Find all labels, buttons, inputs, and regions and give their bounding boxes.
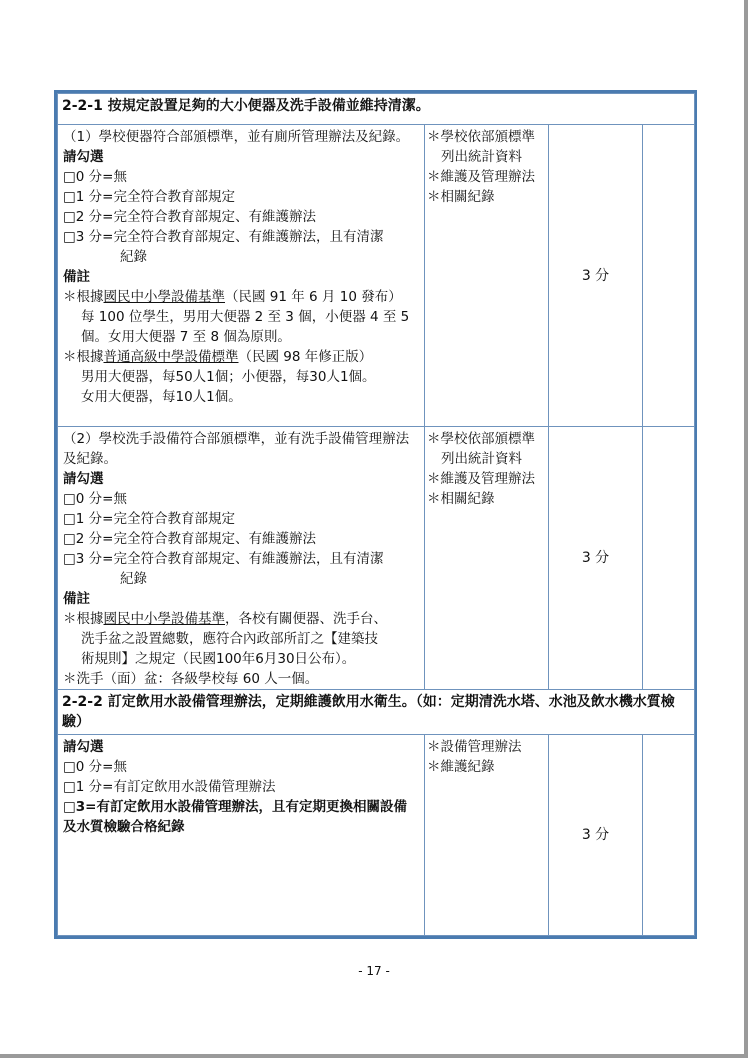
standard-link: 國民中小學設備基準 <box>103 611 225 627</box>
evidence-item: ＊相關紀錄 <box>427 189 495 205</box>
standard-link: 國民中小學設備基準 <box>103 289 225 305</box>
option-2[interactable]: □2 分=完全符合教育部規定、有維護辦法 <box>63 209 316 225</box>
evidence-cell-handwash <box>425 427 549 690</box>
option-3[interactable]: □3 分=完全符合教育部規定、有維護辦法，且有清潔 <box>63 229 384 245</box>
note-1-cont-2: 個。女用大便器 7 至 8 個為原則。 <box>81 329 291 345</box>
note-2-cont-1: 男用大便器，每50人1個；小便器，每30人1個。 <box>81 369 376 385</box>
option-3-cont: 紀錄 <box>120 571 147 587</box>
option-1[interactable]: □1 分=完全符合教育部規定 <box>63 511 235 527</box>
option-0[interactable]: □0 分=無 <box>63 491 127 507</box>
criteria-intro: （1）學校便器符合部頒標準，並有廁所管理辦法及紀錄。 <box>63 129 410 145</box>
note-2: ＊洗手（面）盆：各級學校每 60 人一個。 <box>63 671 319 687</box>
empty-cell[interactable] <box>643 735 695 936</box>
standard-link: 普通高級中學設備標準 <box>103 349 239 365</box>
criteria-cell-water <box>58 735 425 936</box>
evidence-cell-toilets <box>425 125 549 427</box>
score-cell: 3 分 <box>549 125 643 427</box>
empty-cell[interactable] <box>643 427 695 690</box>
option-1[interactable]: □1 分=完全符合教育部規定 <box>63 189 235 205</box>
note-label: 備註 <box>63 591 90 607</box>
option-1[interactable]: □1 分=有訂定飲用水設備管理辦法 <box>63 779 276 795</box>
note-label: 備註 <box>63 269 90 285</box>
option-0[interactable]: □0 分=無 <box>63 759 127 775</box>
section-heading-2-2-2: 2-2-2 訂定飲用水設備管理辦法，定期維護飲用水衛生。（如：定期清洗水塔、水池及飲水機水質檢驗） <box>58 690 695 735</box>
note-1: ＊根據國民中小學設備基準（民國 91 年 6 月 10 發布） <box>63 289 402 305</box>
note-1-cont-1: 洗手盆之設置總數，應符合內政部所訂之【建築技 <box>81 631 378 647</box>
evaluation-table <box>54 90 697 939</box>
criteria-cell-toilets <box>58 125 425 427</box>
evidence-item: ＊設備管理辦法 <box>427 739 522 755</box>
evidence-cell-water <box>425 735 549 936</box>
evidence-item: ＊維護及管理辦法 <box>427 471 535 487</box>
empty-cell[interactable] <box>643 125 695 427</box>
note-1-cont-1: 每 100 位學生，男用大便器 2 至 3 個，小便器 4 至 5 <box>81 309 410 325</box>
check-label: 請勾選 <box>63 471 104 487</box>
criteria-cell-handwash <box>58 427 425 690</box>
evidence-item: ＊相關紀錄 <box>427 491 495 507</box>
criteria-intro: （2）學校洗手設備符合部頒標準，並有洗手設備管理辦法及紀錄。 <box>63 431 410 467</box>
score-cell: 3 分 <box>549 427 643 690</box>
section-heading-2-2-1: 2-2-1 按規定設置足夠的大小便器及洗手設備並維持清潔。 <box>58 94 695 125</box>
evidence-item: ＊學校依部頒標準列出統計資料 <box>427 129 535 165</box>
option-0[interactable]: □0 分=無 <box>63 169 127 185</box>
note-2-cont-2: 女用大便器，每10人1個。 <box>81 389 242 405</box>
option-3-cont: 紀錄 <box>120 249 147 265</box>
score-cell: 3 分 <box>549 735 643 936</box>
option-3[interactable]: □3=有訂定飲用水設備管理辦法，且有定期更換相關設備及水質檢驗合格紀錄 <box>63 799 407 835</box>
option-2[interactable]: □2 分=完全符合教育部規定、有維護辦法 <box>63 531 316 547</box>
check-label: 請勾選 <box>63 149 104 165</box>
evidence-item: ＊維護紀錄 <box>427 759 495 775</box>
evidence-item: ＊維護及管理辦法 <box>427 169 535 185</box>
page-number: - 17 - <box>358 964 390 978</box>
check-label: 請勾選 <box>63 739 104 755</box>
option-3[interactable]: □3 分=完全符合教育部規定、有維護辦法，且有清潔 <box>63 551 384 567</box>
evidence-item: ＊學校依部頒標準列出統計資料 <box>427 431 535 467</box>
note-2: ＊根據普通高級中學設備標準（民國 98 年修正版） <box>63 349 373 365</box>
note-1: ＊根據國民中小學設備基準，各校有關便器、洗手台、 <box>63 611 387 627</box>
note-1-cont-2: 術規則】之規定（民國100年6月30日公布）。 <box>81 651 356 667</box>
